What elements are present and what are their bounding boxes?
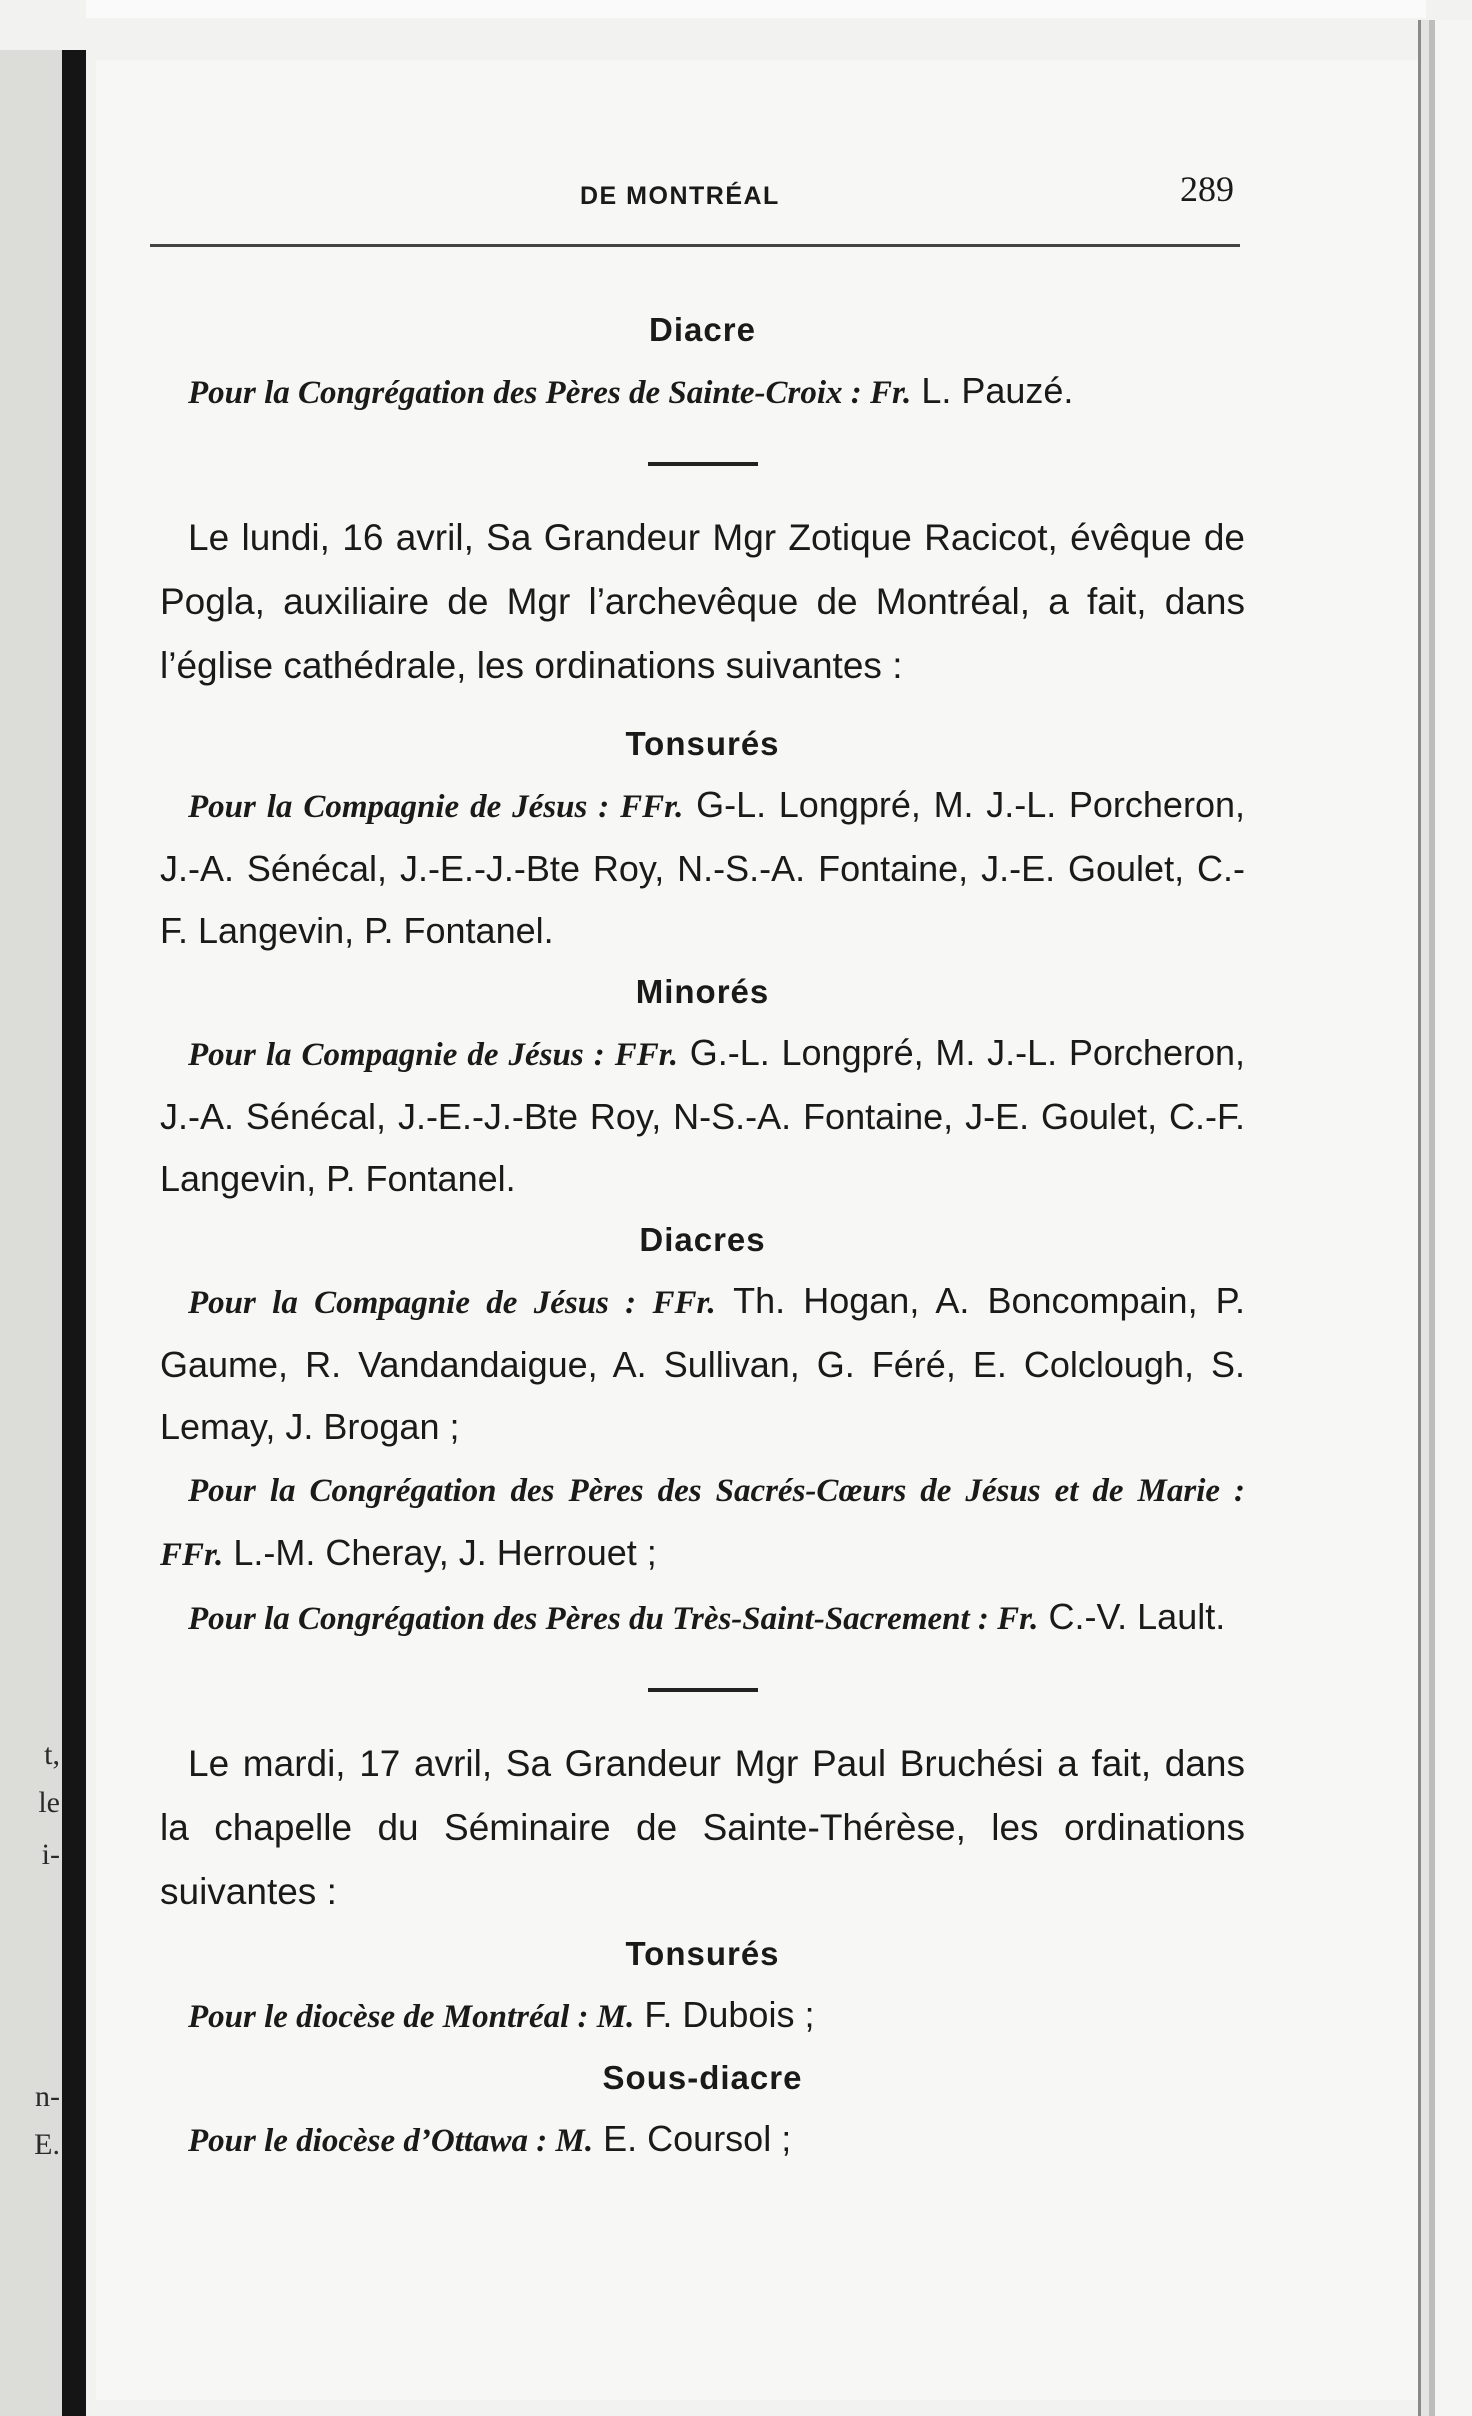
entry-lead: Pour la Compagnie de Jésus : FFr. [188, 1037, 678, 1073]
entry-names: G-L. Longpré, M. J.-L. Porcheron, J.-A. Sénécal, J.-E.-J.-Bte Roy, N.-S.-A. Fontaine, J.-E. Goulet, C.-F. Langevin, P. Fontanel. [160, 784, 1245, 951]
entry-lead: Pour la Compagnie de Jésus : FFr. [188, 1285, 716, 1321]
section-heading: Sous-diacre [602, 2059, 803, 2096]
margin-fragment: n- [35, 2080, 60, 2113]
entry-names: G.-L. Longpré, M. J.-L. Porcheron, J.-A. Sénécal, J.-E.-J.-Bte Roy, N-S.-A. Fontaine, J-E. Goulet, C.-F. Langevin, P. Fontanel. [160, 1032, 1245, 1199]
entry-lead: Pour la Congrégation des Pères des Sacrés-Cœurs de Jésus et de Marie : FFr. [160, 1473, 1245, 1573]
ordination-entry [160, 360, 1245, 424]
book-gutter [62, 50, 86, 2416]
ordination-entry [160, 1984, 1245, 2048]
page-content [160, 300, 1245, 2172]
entry-lead: Pour la Congrégation des Pères du Très-Saint-Sacrement : Fr. [188, 1601, 1039, 1637]
ordination-entry [160, 1270, 1245, 1458]
page-top-edge [86, 0, 1426, 18]
entry-lead: Pour le diocèse de Montréal : M. [188, 1999, 635, 2035]
entry-lead: Pour la Compagnie de Jésus : FFr. [188, 789, 684, 825]
page-edge-stack [1418, 20, 1472, 2416]
entry-lead: Pour le diocèse d’Ottawa : M. [188, 2123, 594, 2159]
section-heading: Tonsurés [625, 725, 780, 762]
section-heading: Minorés [635, 973, 770, 1010]
entry-names: L. Pauzé. [921, 370, 1074, 411]
running-head [150, 118, 1240, 210]
running-head-title: DE MONTRÉAL [580, 182, 780, 210]
section-heading: Diacres [639, 1221, 766, 1258]
ordination-entry [160, 1022, 1245, 1210]
margin-fragment: i- [41, 1838, 60, 1871]
ordination-entry [160, 2108, 1245, 2172]
ordination-entry [160, 1586, 1245, 1650]
entry-names: C.-V. Lault. [1048, 1596, 1226, 1637]
margin-fragment: t, [44, 1738, 60, 1771]
margin-fragment: E. [34, 2128, 60, 2161]
section-heading: Tonsurés [625, 1935, 780, 1972]
entry-names: L.-M. Cheray, J. Herrouet ; [233, 1532, 657, 1573]
entry-lead: Pour la Congrégation des Pères de Sainte-Croix : Fr. [188, 375, 912, 411]
margin-fragment: le [38, 1786, 60, 1819]
header-rule [150, 244, 1240, 247]
entry-names: E. Coursol ; [603, 2118, 792, 2159]
entry-names: Th. Hogan, A. Boncompain, P. Gaume, R. Vandandaigue, A. Sullivan, G. Féré, E. Colclough, S. Lemay, J. Brogan ; [160, 1280, 1245, 1447]
ordination-entry [160, 774, 1245, 962]
section-separator [648, 1688, 758, 1692]
ordination-paragraph: Le lundi, 16 avril, Sa Grandeur Mgr Zotique Racicot, évêque de Pogla, auxiliaire de Mgr l’archevêque de Montréal, a fait, dans l’église cathédrale, les ordinations suivantes : [160, 517, 1245, 686]
ordination-paragraph: Le mardi, 17 avril, Sa Grandeur Mgr Paul Bruchési a fait, dans la chapelle du Séminaire de Sainte-Thérèse, les ordinations suivantes : [160, 1743, 1245, 1912]
ordination-entry [160, 1458, 1245, 1586]
page-number: 289 [1180, 169, 1234, 209]
section-heading: Diacre [649, 311, 756, 348]
entry-names: F. Dubois ; [644, 1994, 815, 2035]
section-separator [648, 462, 758, 466]
